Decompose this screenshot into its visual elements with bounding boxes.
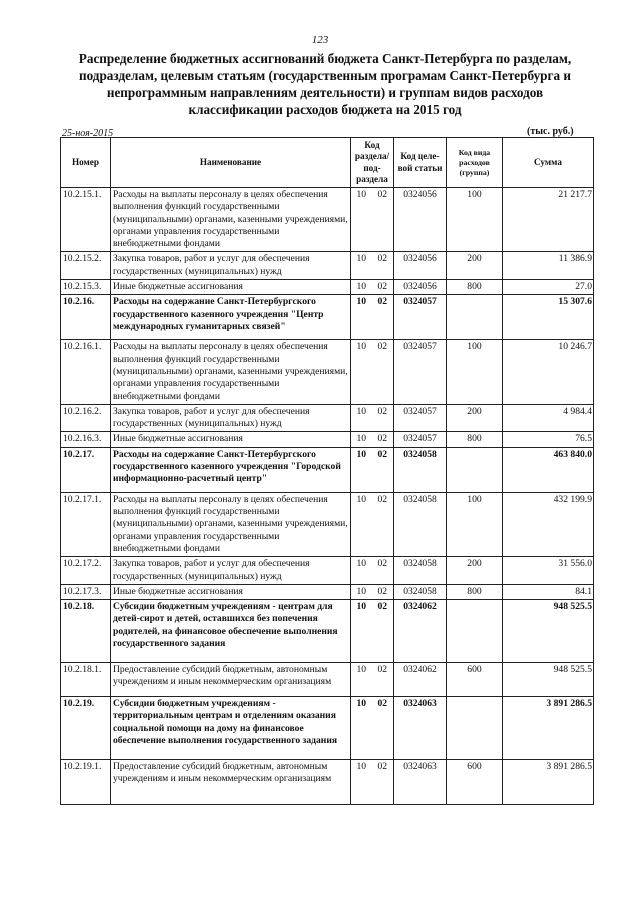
row-name: Закупка товаров, работ и услуг для обеспечения государственных (муниципальных) нужд bbox=[111, 252, 351, 280]
row-name: Субсидии бюджетным учреждениям - центрам для детей-сирот и детей, оставшихся без попечения родителей, на финансовое обеспечение выполнения государственного задания bbox=[111, 600, 351, 663]
row-name: Расходы на содержание Санкт-Петербургского государственного казенного учреждения "Центр международных гуманитарных связей" bbox=[111, 295, 351, 340]
row-number: 10.2.17.1. bbox=[61, 492, 111, 556]
row-podrazdel: 02 bbox=[372, 492, 394, 556]
row-expense-type bbox=[447, 295, 503, 340]
row-podrazdel: 02 bbox=[372, 188, 394, 252]
row-expense-type: 100 bbox=[447, 492, 503, 556]
row-podrazdel: 02 bbox=[372, 280, 394, 295]
row-number: 10.2.18. bbox=[61, 600, 111, 663]
row-razdel: 10 bbox=[351, 760, 372, 805]
row-target-article: 0324058 bbox=[394, 557, 447, 585]
row-target-article: 0324063 bbox=[394, 697, 447, 760]
row-target-article: 0324057 bbox=[394, 295, 447, 340]
table-row bbox=[61, 432, 594, 447]
row-target-article: 0324057 bbox=[394, 404, 447, 432]
units-label: (тыс. руб.) bbox=[527, 126, 574, 137]
row-sum: 15 307.6 bbox=[503, 295, 594, 340]
budget-table bbox=[60, 137, 594, 805]
row-expense-type: 800 bbox=[447, 584, 503, 599]
row-expense-type: 600 bbox=[447, 760, 503, 805]
table-row bbox=[61, 584, 594, 599]
row-sum: 463 840.0 bbox=[503, 447, 594, 492]
row-target-article: 0324056 bbox=[394, 280, 447, 295]
table-row bbox=[61, 280, 594, 295]
table-row bbox=[61, 600, 594, 663]
row-expense-type bbox=[447, 697, 503, 760]
row-name: Предоставление субсидий бюджетным, автономным учреждениям и иным некоммерческим организациям bbox=[111, 663, 351, 697]
row-sum: 27.0 bbox=[503, 280, 594, 295]
row-number: 10.2.16. bbox=[61, 295, 111, 340]
row-number: 10.2.15.1. bbox=[61, 188, 111, 252]
row-expense-type: 800 bbox=[447, 280, 503, 295]
table-row bbox=[61, 188, 594, 252]
row-razdel: 10 bbox=[351, 340, 372, 404]
row-target-article: 0324058 bbox=[394, 447, 447, 492]
row-sum: 76.5 bbox=[503, 432, 594, 447]
row-sum: 432 199.9 bbox=[503, 492, 594, 556]
table-row bbox=[61, 663, 594, 697]
row-sum: 948 525.5 bbox=[503, 663, 594, 697]
row-podrazdel: 02 bbox=[372, 404, 394, 432]
row-podrazdel: 02 bbox=[372, 295, 394, 340]
row-podrazdel: 02 bbox=[372, 557, 394, 585]
row-expense-type: 100 bbox=[447, 188, 503, 252]
row-podrazdel: 02 bbox=[372, 584, 394, 599]
table-row bbox=[61, 447, 594, 492]
row-name: Предоставление субсидий бюджетным, автономным учреждениям и иным некоммерческим организациям bbox=[111, 760, 351, 805]
row-target-article: 0324058 bbox=[394, 584, 447, 599]
row-razdel: 10 bbox=[351, 584, 372, 599]
row-expense-type bbox=[447, 600, 503, 663]
row-number: 10.2.17.2. bbox=[61, 557, 111, 585]
row-sum: 4 984.4 bbox=[503, 404, 594, 432]
table-row bbox=[61, 295, 594, 340]
row-name: Расходы на выплаты персоналу в целях обеспечения выполнения функций государственными (муниципальными) органами, казенными учреждениями, органами управления государственными внебюджетными фондами bbox=[111, 188, 351, 252]
row-razdel: 10 bbox=[351, 663, 372, 697]
table-row bbox=[61, 252, 594, 280]
row-number: 10.2.16.1. bbox=[61, 340, 111, 404]
row-podrazdel: 02 bbox=[372, 252, 394, 280]
row-razdel: 10 bbox=[351, 404, 372, 432]
row-podrazdel: 02 bbox=[372, 600, 394, 663]
row-name: Расходы на содержание Санкт-Петербургского государственного казенного учреждения "Городской информационно-расчетный центр" bbox=[111, 447, 351, 492]
table-row bbox=[61, 404, 594, 432]
row-number: 10.2.18.1. bbox=[61, 663, 111, 697]
row-target-article: 0324062 bbox=[394, 600, 447, 663]
row-name: Расходы на выплаты персоналу в целях обеспечения выполнения функций государственными (муниципальными) органами, казенными учреждениями, органами управления государственными внебюджетными фондами bbox=[111, 340, 351, 404]
row-expense-type: 100 bbox=[447, 340, 503, 404]
row-target-article: 0324056 bbox=[394, 188, 447, 252]
header-razdel: Код раздела/ под-раздела bbox=[351, 138, 394, 188]
table-row bbox=[61, 340, 594, 404]
table-row bbox=[61, 557, 594, 585]
row-sum: 31 556.0 bbox=[503, 557, 594, 585]
row-razdel: 10 bbox=[351, 492, 372, 556]
row-podrazdel: 02 bbox=[372, 760, 394, 805]
row-razdel: 10 bbox=[351, 432, 372, 447]
row-sum: 84.1 bbox=[503, 584, 594, 599]
row-number: 10.2.15.3. bbox=[61, 280, 111, 295]
header-name: Наименование bbox=[111, 138, 351, 188]
row-sum: 3 891 286.5 bbox=[503, 760, 594, 805]
row-sum: 3 891 286.5 bbox=[503, 697, 594, 760]
header-target-article: Код целе-вой статьи bbox=[394, 138, 447, 188]
row-expense-type: 200 bbox=[447, 252, 503, 280]
row-name: Расходы на выплаты персоналу в целях обеспечения выполнения функций государственными (муниципальными) органами, казенными учреждениями, органами управления государственными внебюджетными фондами bbox=[111, 492, 351, 556]
row-name: Иные бюджетные ассигнования bbox=[111, 280, 351, 295]
row-sum: 948 525.5 bbox=[503, 600, 594, 663]
row-sum: 10 246.7 bbox=[503, 340, 594, 404]
header-number: Номер bbox=[61, 138, 111, 188]
row-razdel: 10 bbox=[351, 280, 372, 295]
table-row bbox=[61, 760, 594, 805]
document-title: Распределение бюджетных ассигнований бюджета Санкт-Петербурга по разделам, подразделам, целевым статьям (государственным програмам Санкт-Петербурга и непрограммным направлениям деятельности) и группам видов расходов классификации расходов бюджета на 2015 год bbox=[78, 51, 572, 117]
row-razdel: 10 bbox=[351, 295, 372, 340]
row-podrazdel: 02 bbox=[372, 447, 394, 492]
row-razdel: 10 bbox=[351, 697, 372, 760]
row-target-article: 0324056 bbox=[394, 252, 447, 280]
row-number: 10.2.17.3. bbox=[61, 584, 111, 599]
row-name: Иные бюджетные ассигнования bbox=[111, 432, 351, 447]
row-razdel: 10 bbox=[351, 252, 372, 280]
row-target-article: 0324057 bbox=[394, 340, 447, 404]
header-expense-type: Код вида расходов (группа) bbox=[447, 138, 503, 188]
row-number: 10.2.15.2. bbox=[61, 252, 111, 280]
row-podrazdel: 02 bbox=[372, 663, 394, 697]
row-target-article: 0324057 bbox=[394, 432, 447, 447]
row-name: Иные бюджетные ассигнования bbox=[111, 584, 351, 599]
row-sum: 21 217.7 bbox=[503, 188, 594, 252]
row-podrazdel: 02 bbox=[372, 340, 394, 404]
row-expense-type: 600 bbox=[447, 663, 503, 697]
row-name: Закупка товаров, работ и услуг для обеспечения государственных (муниципальных) нужд bbox=[111, 557, 351, 585]
row-number: 10.2.19.1. bbox=[61, 760, 111, 805]
document-date: 25-ноя-2015 bbox=[62, 128, 114, 139]
row-podrazdel: 02 bbox=[372, 697, 394, 760]
row-podrazdel: 02 bbox=[372, 432, 394, 447]
row-number: 10.2.16.3. bbox=[61, 432, 111, 447]
row-razdel: 10 bbox=[351, 600, 372, 663]
row-expense-type bbox=[447, 447, 503, 492]
header-sum: Сумма bbox=[503, 138, 594, 188]
row-expense-type: 200 bbox=[447, 404, 503, 432]
page-number: 123 bbox=[311, 34, 329, 46]
row-expense-type: 800 bbox=[447, 432, 503, 447]
row-target-article: 0324058 bbox=[394, 492, 447, 556]
row-razdel: 10 bbox=[351, 447, 372, 492]
row-number: 10.2.19. bbox=[61, 697, 111, 760]
row-sum: 11 386.9 bbox=[503, 252, 594, 280]
row-number: 10.2.17. bbox=[61, 447, 111, 492]
row-razdel: 10 bbox=[351, 557, 372, 585]
row-target-article: 0324063 bbox=[394, 760, 447, 805]
row-number: 10.2.16.2. bbox=[61, 404, 111, 432]
table-row bbox=[61, 492, 594, 556]
row-name: Закупка товаров, работ и услуг для обеспечения государственных (муниципальных) нужд bbox=[111, 404, 351, 432]
table-row bbox=[61, 697, 594, 760]
row-expense-type: 200 bbox=[447, 557, 503, 585]
row-target-article: 0324062 bbox=[394, 663, 447, 697]
row-razdel: 10 bbox=[351, 188, 372, 252]
row-name: Субсидии бюджетным учреждениям - территориальным центрам и отделениям оказания социальной помощи на дому на финансовое обеспечение выполнения государственного задания bbox=[111, 697, 351, 760]
